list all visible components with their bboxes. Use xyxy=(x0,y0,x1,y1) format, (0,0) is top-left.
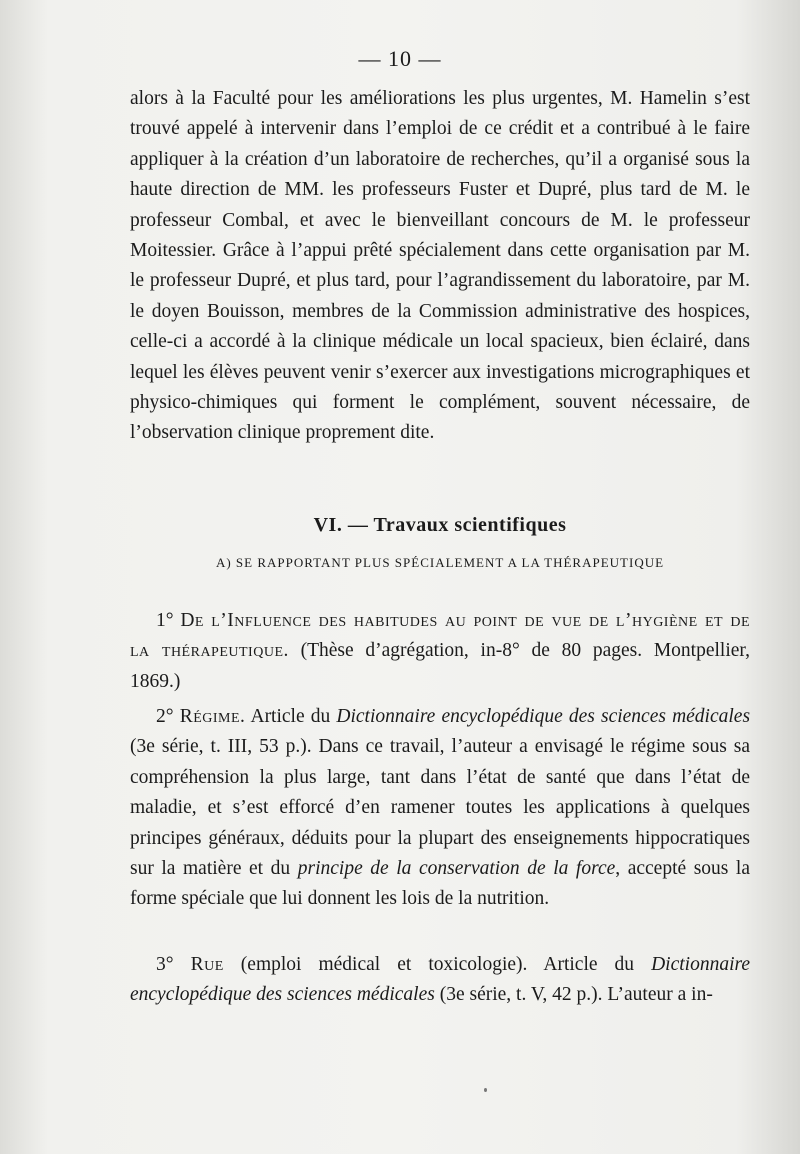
entry-1 xyxy=(130,606,750,697)
paper-speck xyxy=(484,1088,487,1092)
entry-2-principle: principe de la conservation de la force xyxy=(297,858,616,880)
entry-2-dictionary: Dictionnaire encyclopédique des sciences médicales xyxy=(336,706,751,727)
entry-3-text-before: (emploi médical et toxicologie). Article du xyxy=(240,954,635,975)
entry-3 xyxy=(130,950,750,1011)
entry-3-text-after: (3e série, t. V, 42 p.). L’auteur a in- xyxy=(439,984,713,1006)
entry-2-number: 2° xyxy=(156,706,174,727)
entry-2-paragraph xyxy=(130,702,750,915)
entry-1-number: 1° xyxy=(156,610,174,631)
section-title: VI. — Travaux scientifiques xyxy=(313,514,567,536)
entry-2-text-before: Article du xyxy=(250,706,331,727)
entry-2-text-after: , accepté sous la forme spéciale que lui donnent les lois de la nutrition. xyxy=(130,858,750,910)
entry-3-paragraph xyxy=(130,950,750,1011)
entry-3-number: 3° xyxy=(156,954,174,975)
entry-2-title: Régime. xyxy=(179,706,246,727)
entry-1-text: (Thèse d’agrégation, in-8° de 80 pages. Montpellier, 1869.) xyxy=(130,640,751,692)
entry-2 xyxy=(130,702,750,915)
intro-paragraph-block xyxy=(130,84,750,449)
entry-2-text-middle: (3e série, t. III, 53 p.). Dans ce travail, l’auteur a envisagé le régime sous sa compréhension la plus large, tant dans l’état de santé que dans l’état de maladie, et s’est efforcé d’en ramener toutes les applications à quelques principes généraux, déduits pour la plupart des enseignements hippocratiques sur la matière et du xyxy=(130,736,750,880)
section-subheading: A) SE RAPPORTANT PLUS SPÉCIALEMENT A LA THÉRAPEUTIQUE xyxy=(215,555,665,570)
entry-1-paragraph xyxy=(130,606,750,697)
entry-3-dictionary: Dictionnaire encyclopédique des sciences médicales xyxy=(130,954,751,1006)
entry-3-title: Rue xyxy=(190,954,224,975)
page-number: — 10 — xyxy=(358,46,442,71)
entry-1-title: De l’Influence des habitudes au point de vue de l’hygiène et de la thérapeutique. xyxy=(130,610,750,662)
intro-paragraph: alors à la Faculté pour les améliorations les plus urgentes, M. Hamelin s’est trouvé appelé à intervenir dans l’emploi de ce crédit et a contribué à le faire appliquer à la création d’un laboratoire de recherches, qu’il a organisé sous la haute direction de MM. les professeurs Fuster et Dupré, plus tard de M. le professeur Combal, et avec le bienveillant concours de M. le professeur Moitessier. Grâce à l’appui prêté spécialement dans cette organisation par M. le professeur Dupré, et plus tard, pour l’agrandissement du laboratoire, par M. le doyen Bouisson, membres de la Commission administrative des hospices, celle-ci a accordé à la clinique médicale un local spacieux, bien éclairé, dans lequel les élèves peuvent venir s’exercer aux investigations micrographiques et physico-chimiques qui forment le complément, souvent nécessaire, de l’observation clinique proprement dite. xyxy=(130,88,750,444)
